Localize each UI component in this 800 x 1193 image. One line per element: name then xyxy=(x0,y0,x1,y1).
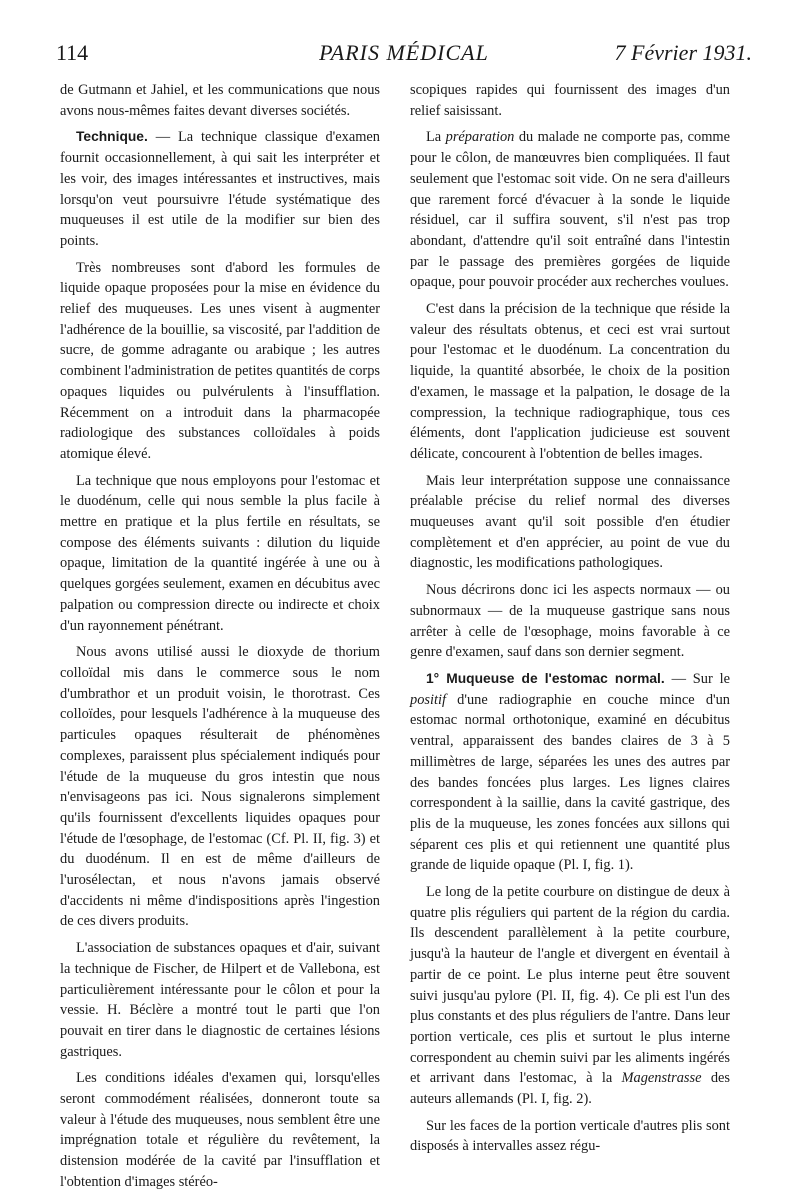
paragraph: La technique que nous employons pour l'estomac et le duodénum, celle qui nous semble la plus facile à mettre en pratique et la plus fertile en résultats, se compose des éléments suivants : dilution du liquide opaque, limitation de la quantité ingérée à une ou à quelques gorgées seulement, examen en décubitus avec palpation ou compression directe ou indirecte et choix d'un rayonnement pénétrant. xyxy=(60,472,380,634)
paragraph: Très nombreuses sont d'abord les formules de liquide opaque proposées pour la mise en évidence du relief des muqueuses. Les unes visent à augmenter l'adhérence de la bouillie, sa viscosité, par l'addition de sucre, de gomme adragante ou arabique ; les autres combinent l'administration de petites quantités de corps opaques liquides ou pulvérulents à l'insufflation. Récemment on a introduit dans la pharmacopée radiologique des substances colloïdales à poids atomique élevé. xyxy=(60,259,380,462)
paragraph xyxy=(410,882,730,1110)
paragraph: Sur les faces de la portion verticale d'autres plis sont disposés à intervalles assez régu- xyxy=(410,1117,730,1155)
paragraph-text: d'une radiographie en couche mince d'un estomac normal orthotonique, examiné en décubitus ventral, apparaissent des bandes claires de 3 à 5 millimètres de large, séparées les unes des autres par des bandes foncées plus larges. Les lignes claires correspondent à la saillie, dans la cavité gastrique, des plis de la muqueuse, les zones foncées aux sillons qui séparent ces plis et qui retiennent une quantité plus grande de liquide opaque (Pl. I, fig. 1). xyxy=(410,691,730,874)
paragraph: Mais leur interprétation suppose une connaissance préalable précise du relief normal des diverses muqueuses avant qu'il soit possible d'en étudier complètement et d'en apprécier, au point de vue du diagnostic, les modifications pathologiques. xyxy=(410,472,730,572)
paragraph-text: — La technique classique d'examen fournit occasionnellement, à qui sait les interpréter et les voir, des images intéressantes et instructives, mais lorsqu'on veut poursuivre l'étude systématique des muqueuses il est utile de la modifier sur bien des points. xyxy=(60,129,380,249)
section-heading: Technique. xyxy=(76,129,148,145)
issue-date: 7 Février 1931. xyxy=(614,40,752,65)
paragraph: scopiques rapides qui fournissent des images d'un relief saisissant. xyxy=(410,82,730,119)
paragraph: L'association de substances opaques et d'air, suivant la technique de Fischer, de Hilpert et de Vallebona, est particulièrement intéressante pour le côlon et pour la vessie. H. Béclère a montré tout le parti que l'on pouvait en tirer dans le diagnostic de certaines lésions gastriques. xyxy=(60,940,380,1060)
paragraph-text: des auteurs allemands (Pl. I, fig. 2). xyxy=(410,1070,731,1108)
left-column xyxy=(60,80,380,1193)
paragraph xyxy=(60,127,380,251)
paragraph: Nous avons utilisé aussi le dioxyde de thorium colloïdal mis dans le commerce sous le nom d'umbrathor et un produit voisin, le thorotrast. Ces colloïdes, pour lesquels l'adhérence à la muqueuse des particules opaques résulterait de phénomènes complexes, paraissent plus spécialement indiqués pour l'étude de la muqueuse du gros intestin que nous n'envisageons pas ici. Nous signalerons simplement qu'ils fournissent d'excellents liquides opaques pour l'étude de l'œsophage, de l'estomac (Cf. Pl. II, fig. 3) et du duodénum. Il en est de même d'ailleurs de l'urosélectan, et nous n'avons jamais observé d'accidents ni même d'indispositions après l'ingestion de ces divers produits. xyxy=(60,644,380,930)
emphasis: préparation xyxy=(445,129,515,146)
paragraph xyxy=(410,669,730,876)
paragraph: de Gutmann et Jahiel, et les communications que nous avons nous-mêmes faites devant diverses sociétés. xyxy=(60,82,380,119)
journal-title: PARIS MÉDICAL xyxy=(319,40,489,65)
paragraph-text: La xyxy=(426,129,446,146)
page-number: 114 xyxy=(56,40,89,65)
emphasis: Magenstrasse xyxy=(621,1070,702,1087)
right-column xyxy=(410,80,730,1157)
paragraph: Les conditions idéales d'examen qui, lorsqu'elles seront commodément réalisées, donneront toute sa valeur à l'étude des muqueuses, nous semblent être une imprégnation totale et régulière du revêtement, la distension modérée de la cavité par l'insufflation et l'obtention d'images stéréo- xyxy=(60,1070,380,1190)
paragraph-text: du malade ne comporte pas, comme pour le côlon, de manœuvres bien compliquées. Il faut seulement que l'estomac soit vide. On ne sera d'ailleurs que rarement forcé d'évacuer à la sonde le liquide résiduel, car il suffira souvent, s'il n'est pas trop abondant, d'attendre qu'il soit entraîné dans l'intestin par le passage des premières gorgées de liquide opaque, pour pouvoir procéder aux recherches voulues. xyxy=(410,129,731,291)
paragraph: Nous décrirons donc ici les aspects normaux — ou subnormaux — de la muqueuse gastrique sans nous arrêter à celle de l'œsophage, moins favorable à ce genre d'examen, sauf dans son dernier segment. xyxy=(410,582,730,661)
paragraph: C'est dans la précision de la technique que réside la valeur des résultats obtenus, et ceci est vrai surtout pour l'estomac et le duodénum. La concentration du liquide, la quantité absorbée, le choix de la position d'examen, le massage et la palpation, le dosage de la compression, la technique radiographique, tous ces éléments, dont l'application judicieuse est souvent délicate, concourent à l'obtention de belles images. xyxy=(410,301,730,462)
paragraph xyxy=(410,127,730,293)
emphasis: positif xyxy=(410,691,446,708)
paragraph-text: — Sur le xyxy=(664,670,731,687)
section-heading: 1° Muqueuse de l'estomac normal. xyxy=(426,670,665,686)
page-header xyxy=(56,40,752,74)
paragraph-text: Le long de la petite courbure on distingue de deux à quatre plis réguliers qui partent de la région du cardia. Ils descendent parallèlement à la petite courbure, jusqu'à la hauteur de l'angle et divergent en éventail à partir de ce point. Le plus interne peut être souvent suivi jusqu'au pylore (Pl. II, fig. 4). Ce pli est l'un des plus constants et des plus réguliers de l'antre. Dans leur portion verticale, ces plis et surtout le plus interne correspondent au chemin suivi par les aliments ingérés et arrivant dans l'estomac, à la xyxy=(410,884,730,1087)
